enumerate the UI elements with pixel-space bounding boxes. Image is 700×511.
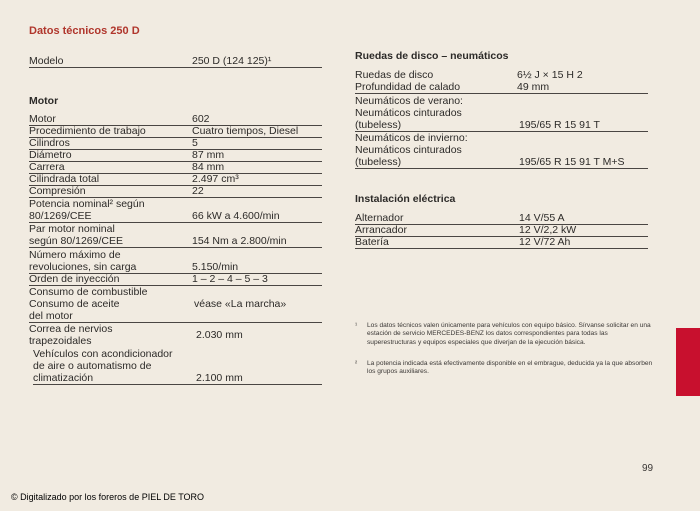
- scan-credit: © Digitalizado por los foreros de PIEL DE TORO: [11, 492, 205, 502]
- spec-row: [29, 323, 322, 347]
- footnote-text: La potencia indicada está efectivamente disponible en el embrague, deducida ya la que absorben los grupos auxiliares.: [367, 360, 653, 376]
- page-title: Datos técnicos 250 D: [29, 25, 140, 37]
- spec-label: Número máximo de: [29, 249, 121, 261]
- spec-value: 12 V/2,2 kW: [519, 224, 577, 236]
- spec-value: 2.497 cm³: [192, 173, 239, 185]
- spec-label: Alternador: [355, 212, 404, 224]
- spec-label: Procedimiento de trabajo: [29, 125, 146, 137]
- spec-label: Orden de inyección: [29, 273, 120, 285]
- spec-value: 154 Nm a 2.800/min: [192, 235, 287, 247]
- spec-label-line2: Neumáticos cinturados: [355, 144, 462, 156]
- spec-row: [29, 126, 322, 138]
- spec-value: 195/65 R 15 91 T M+S: [519, 156, 625, 168]
- spec-value: 195/65 R 15 91 T: [519, 119, 600, 131]
- spec-value: 87 mm: [192, 149, 225, 161]
- spec-value: 5.150/min: [192, 261, 239, 273]
- spec-row: [355, 132, 648, 169]
- spec-label-line2: Consumo de aceite: [29, 298, 120, 310]
- spec-label: Potencia nominal² según: [29, 198, 145, 210]
- spec-value: 6½ J × 15 H 2: [517, 69, 583, 81]
- spec-label: Correa de nervios: [29, 323, 113, 335]
- spec-label: Arrancador: [355, 224, 407, 236]
- spec-row: [29, 138, 322, 150]
- wheels-heading: Ruedas de disco – neumáticos: [355, 50, 509, 62]
- footnote-text: Los datos técnicos valen únicamente para vehículos con equipo básico. Sírvanse solicitar en una estación de servicio MERCEDES-BENZ los datos correspondientes para todas las superestructuras y equipos especiales que diverjan de la ejecución básica.: [367, 322, 651, 346]
- spec-label: Cilindros: [29, 137, 70, 149]
- spec-label-line2: Neumáticos cinturados: [355, 107, 462, 119]
- spec-value: 2.100 mm: [196, 372, 243, 384]
- spec-value: 22: [192, 185, 204, 197]
- spec-row: [355, 70, 648, 81]
- spec-label-line2: 80/1269/CEE: [29, 210, 92, 222]
- spec-label-line3: del motor: [29, 310, 73, 322]
- spec-label-line2: según 80/1269/CEE: [29, 235, 123, 247]
- model-value: 250 D (124 125)¹: [192, 55, 272, 67]
- spec-row: [29, 286, 322, 323]
- spec-label-line3: (tubeless): [355, 119, 402, 131]
- spec-row: [355, 237, 648, 249]
- model-label: Modelo: [29, 55, 64, 67]
- spec-label: Neumáticos de invierno:: [355, 132, 468, 144]
- spec-label-line2: revoluciones, sin carga: [29, 261, 137, 273]
- spec-label-line3: climatización: [33, 372, 94, 384]
- motor-heading: Motor: [29, 95, 59, 107]
- spec-value: 14 V/55 A: [519, 212, 565, 224]
- footnote-1: [355, 322, 655, 356]
- spec-value: 2.030 mm: [196, 329, 243, 341]
- model-row: [29, 55, 322, 68]
- spec-row: [29, 186, 322, 198]
- spec-value: Cuatro tiempos, Diesel: [192, 125, 299, 137]
- spec-value: 66 kW a 4.600/min: [192, 210, 280, 222]
- spec-label-line2: trapezoidales: [29, 335, 92, 347]
- footnote-mark: ²: [355, 360, 358, 367]
- spec-value: 49 mm: [517, 81, 550, 93]
- spec-row: [29, 198, 322, 223]
- spec-row: [29, 249, 322, 274]
- spec-row: [33, 348, 322, 385]
- spec-value: 12 V/72 Ah: [519, 236, 571, 248]
- footnote-mark: ¹: [355, 322, 358, 329]
- spec-label: Vehículos con acondicionador: [33, 348, 173, 360]
- spec-value: 1 – 2 – 4 – 5 – 3: [192, 273, 268, 285]
- spec-value: 602: [192, 113, 210, 125]
- spec-value: véase «La marcha»: [194, 298, 287, 310]
- spec-label: Ruedas de disco: [355, 69, 434, 81]
- spec-row: [355, 82, 648, 94]
- spec-label: Motor: [29, 113, 56, 125]
- spec-row: [29, 150, 322, 162]
- electrical-heading: Instalación eléctrica: [355, 193, 456, 205]
- spec-label: Diámetro: [29, 149, 72, 161]
- spec-label: Neumáticos de verano:: [355, 95, 463, 107]
- page-number: 99: [642, 463, 654, 474]
- spec-row: [29, 223, 322, 248]
- spec-row: [355, 95, 648, 132]
- spec-label: Par motor nominal: [29, 223, 115, 235]
- footnote-2: [355, 360, 655, 378]
- spec-row: [29, 274, 322, 286]
- spec-value: 84 mm: [192, 161, 225, 173]
- spec-row: [355, 225, 648, 237]
- spec-label: Carrera: [29, 161, 65, 173]
- spec-label-line3: (tubeless): [355, 156, 402, 168]
- spec-label-line2: de aire o automatismo de: [33, 360, 152, 372]
- spec-value: 5: [192, 137, 198, 149]
- spec-label: Cilindrada total: [29, 173, 100, 185]
- section-tab-marker: [676, 328, 700, 396]
- spec-label: Batería: [355, 236, 389, 248]
- spec-label: Profundidad de calado: [355, 81, 461, 93]
- spec-label: Compresión: [29, 185, 86, 197]
- spec-label: Consumo de combustible: [29, 286, 148, 298]
